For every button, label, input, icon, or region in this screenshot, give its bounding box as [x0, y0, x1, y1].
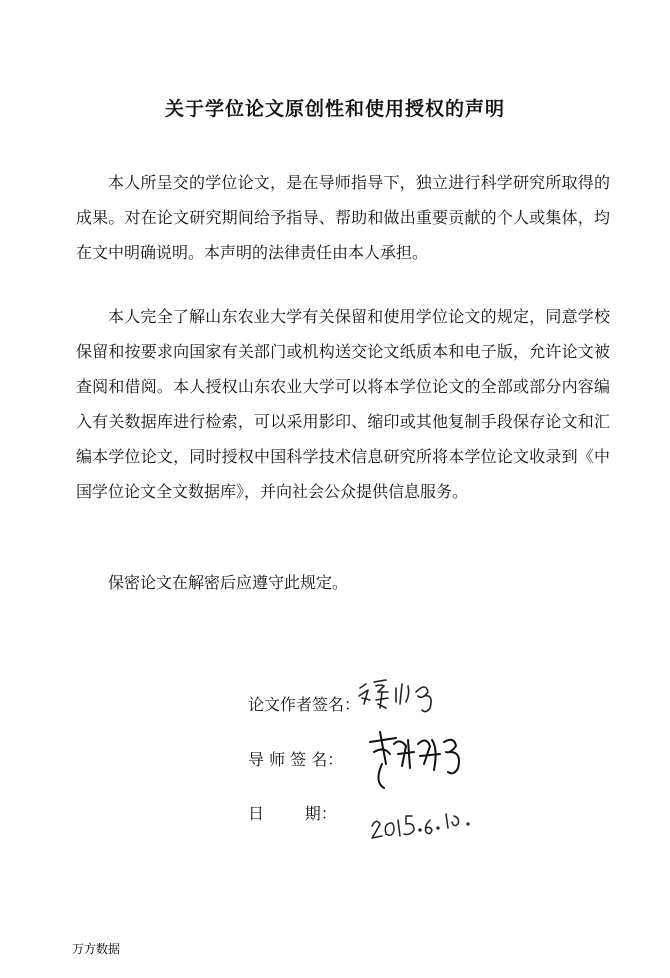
author-signature-image	[356, 674, 446, 718]
declaration-paragraph-authorization: 本人完全了解山东农业大学有关保留和使用学位论文的规定，同意学校保留和按要求向国家有关部门或机构送交论文纸质本和电子版，允许论文被查阅和借阅。本人授权山东农业大学可以将本学位论文的全部或部分内容编入有关数据库进行检索，可以采用影印、缩印或其他复制手段保存论文和汇编本学位论文，同时授权中国科学技术信息研究所将本学位论文收录到《中国学位论文全文数据库》，并向社会公众提供信息服务。	[76, 307, 610, 501]
author-signature-label: 论文作者签名：	[248, 695, 361, 714]
date-label: 日 期：	[248, 804, 337, 823]
advisor-signature-label: 导 师 签 名：	[248, 750, 344, 769]
declaration-paragraph-confidential: 保密论文在解密后应遵守此规定。	[108, 573, 349, 592]
date-handwritten-image	[368, 800, 480, 844]
declaration-paragraph-originality: 本人所呈交的学位论文，是在导师指导下，独立进行科学研究所取得的成果。对在论文研究期间给予指导、帮助和做出重要贡献的个人或集体，均在文中明确说明。本声明的法律责任由本人承担。	[76, 173, 610, 262]
advisor-signature-row	[248, 747, 343, 777]
footer-watermark: 万方数据	[72, 942, 121, 956]
date-row	[248, 801, 337, 831]
advisor-signature-image	[360, 724, 472, 794]
author-signature-row	[248, 692, 360, 722]
page-title: 关于学位论文原创性和使用授权的声明	[164, 98, 505, 120]
